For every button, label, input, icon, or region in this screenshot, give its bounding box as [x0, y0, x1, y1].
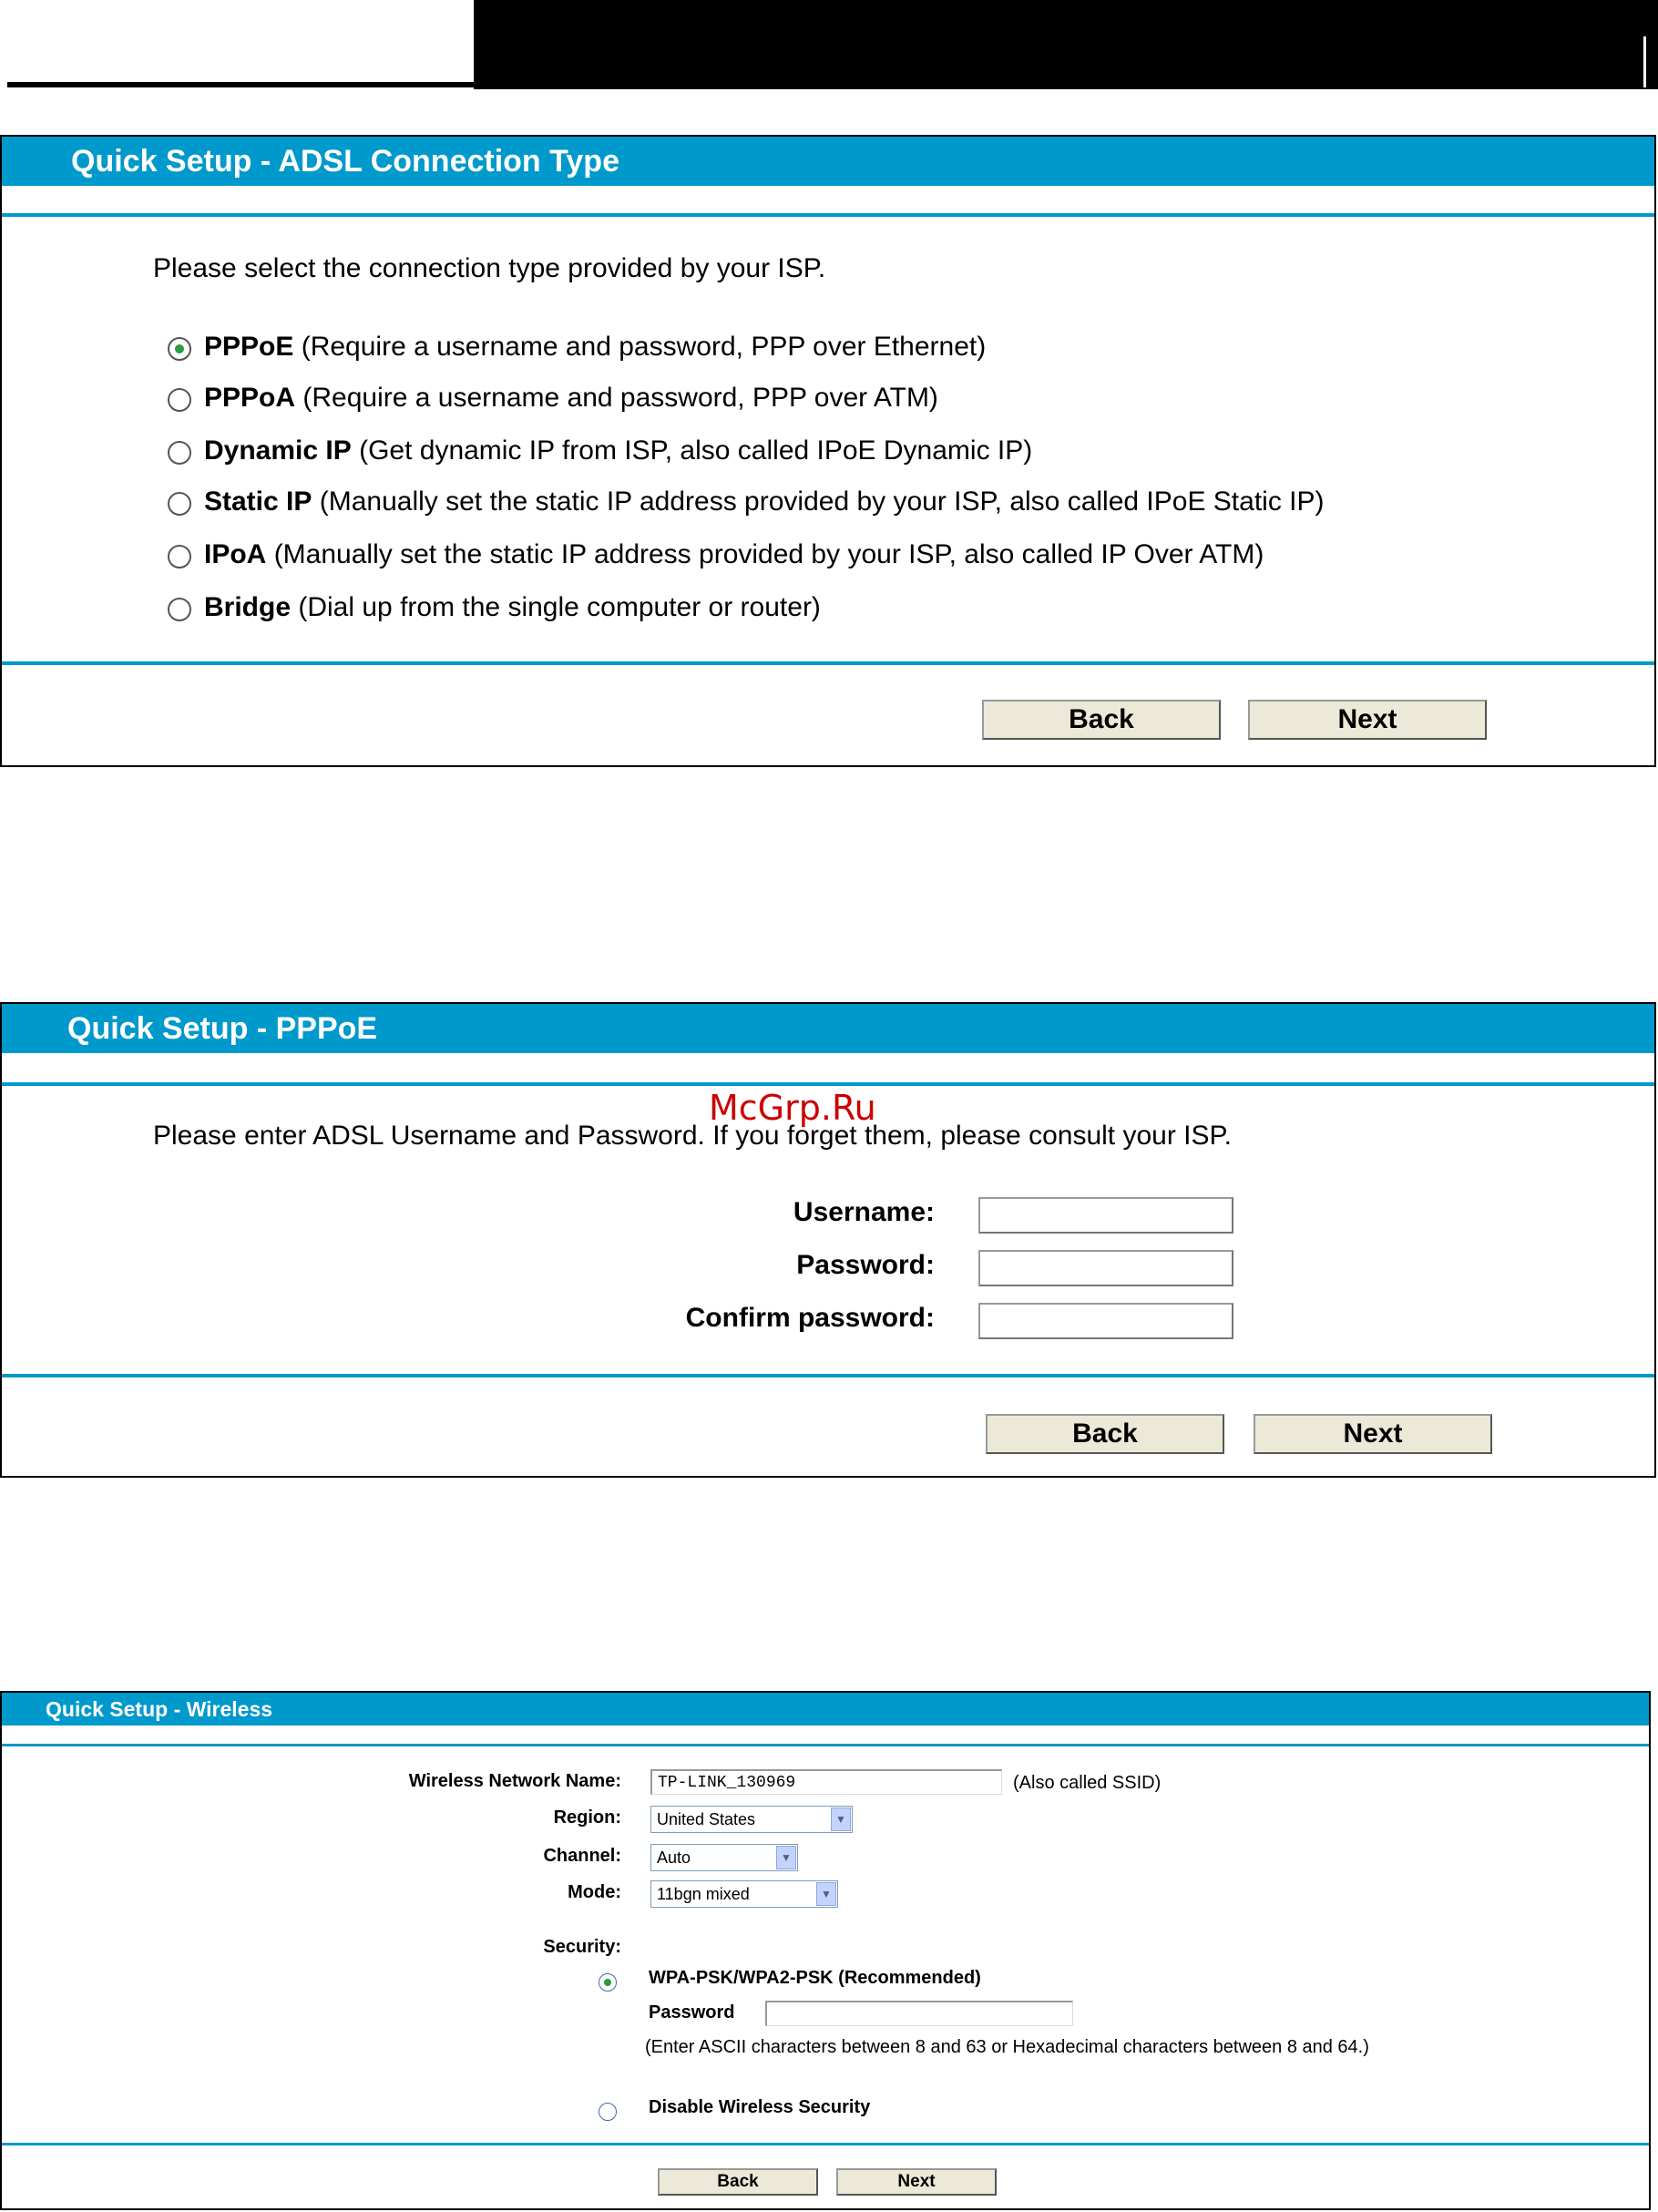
divider — [2, 213, 1654, 217]
username-label: Username: — [793, 1197, 935, 1227]
security-label: Security: — [543, 1937, 621, 1957]
divider — [2, 1744, 1649, 1746]
chevron-down-icon: ▼ — [816, 1882, 836, 1906]
radio-bridge[interactable] — [168, 598, 191, 621]
wpa-label[interactable]: WPA-PSK/WPA2-PSK (Recommended) — [649, 1968, 981, 1988]
password-hint: (Enter ASCII characters between 8 and 63 or Hexadecimal characters between 8 and 64.) — [645, 2037, 1369, 2057]
next-button[interactable]: Next — [1254, 1414, 1492, 1454]
option-name: PPPoE — [204, 332, 294, 362]
pppoe-panel — [0, 1002, 1656, 1478]
intro-text: Please enter ADSL Username and Password. If you forget them, please consult your ISP. — [153, 1121, 1232, 1151]
option-name: Dynamic IP — [204, 435, 352, 466]
option-desc: (Manually set the static IP address provided by your ISP, also called IP Over ATM) — [273, 539, 1264, 569]
divider — [2, 1082, 1654, 1086]
wireless-password-label: Password — [649, 2002, 735, 2023]
channel-value: Auto — [657, 1848, 691, 1867]
radio-ipoa[interactable] — [168, 545, 191, 568]
option-static-ip[interactable] — [204, 486, 1325, 517]
watermark: McGrp.Ru — [709, 1088, 876, 1128]
region-value: United States — [657, 1810, 756, 1828]
ssid-input[interactable] — [650, 1769, 1002, 1795]
channel-label: Channel: — [543, 1846, 621, 1866]
confirm-password-label: Confirm password: — [685, 1303, 935, 1333]
intro-text: Please select the connection type provided by your ISP. — [153, 253, 826, 283]
wireless-password-input[interactable] — [765, 2001, 1073, 2026]
option-pppoa[interactable] — [204, 383, 938, 414]
option-name: Static IP — [204, 486, 312, 517]
option-name: PPPoA — [204, 383, 296, 413]
top-divider — [1643, 36, 1646, 87]
back-button[interactable]: Back — [658, 2168, 818, 2196]
wireless-panel — [0, 1691, 1651, 2210]
panel-title: Quick Setup - Wireless — [2, 1693, 1649, 1726]
radio-static-ip[interactable] — [168, 492, 191, 516]
divider — [2, 1374, 1654, 1377]
panel-title: Quick Setup - PPPoE — [2, 1004, 1654, 1053]
next-button[interactable]: Next — [1248, 700, 1487, 740]
ssid-label: Wireless Network Name: — [408, 1771, 621, 1791]
divider — [2, 661, 1654, 665]
region-label: Region: — [553, 1807, 621, 1828]
option-name: IPoA — [204, 539, 267, 569]
radio-wpa[interactable] — [599, 1973, 617, 1992]
panel-title: Quick Setup - ADSL Connection Type — [2, 137, 1654, 186]
mode-value: 11bgn mixed — [657, 1885, 750, 1903]
option-desc: (Require a username and password, PPP over Ethernet) — [301, 332, 987, 362]
ssid-hint: (Also called SSID) — [1013, 1773, 1162, 1793]
chevron-down-icon: ▼ — [831, 1807, 851, 1831]
password-input[interactable] — [978, 1250, 1233, 1286]
top-rule — [7, 82, 481, 87]
option-dynamic-ip[interactable] — [204, 435, 1032, 466]
connection-type-panel — [0, 135, 1656, 767]
channel-select[interactable] — [650, 1844, 798, 1871]
option-pppoe[interactable] — [204, 332, 986, 363]
next-button[interactable]: Next — [836, 2168, 997, 2196]
option-bridge[interactable] — [204, 592, 821, 623]
divider — [2, 2143, 1649, 2145]
option-desc: (Require a username and password, PPP over ATM) — [302, 383, 938, 413]
option-ipoa[interactable] — [204, 539, 1264, 570]
mode-select[interactable] — [650, 1880, 838, 1908]
option-desc: (Get dynamic IP from ISP, also called IPoE Dynamic IP) — [359, 435, 1033, 466]
region-select[interactable] — [650, 1806, 853, 1833]
mode-label: Mode: — [568, 1882, 621, 1902]
password-label: Password: — [796, 1250, 935, 1280]
option-desc: (Dial up from the single computer or router) — [298, 592, 821, 622]
option-name: Bridge — [204, 592, 292, 622]
confirm-password-input[interactable] — [978, 1303, 1233, 1339]
username-input[interactable] — [978, 1197, 1233, 1234]
radio-dynamic-ip[interactable] — [168, 441, 191, 465]
radio-disable-security[interactable] — [599, 2103, 617, 2121]
top-banner — [474, 0, 1658, 89]
chevron-down-icon: ▼ — [776, 1846, 796, 1869]
back-button[interactable]: Back — [982, 700, 1221, 740]
option-desc: (Manually set the static IP address provided by your ISP, also called IPoE Static IP) — [319, 486, 1325, 517]
disable-security-label[interactable]: Disable Wireless Security — [649, 2097, 871, 2117]
back-button[interactable]: Back — [986, 1414, 1224, 1454]
radio-pppoe[interactable] — [168, 337, 191, 361]
radio-pppoa[interactable] — [168, 388, 191, 412]
